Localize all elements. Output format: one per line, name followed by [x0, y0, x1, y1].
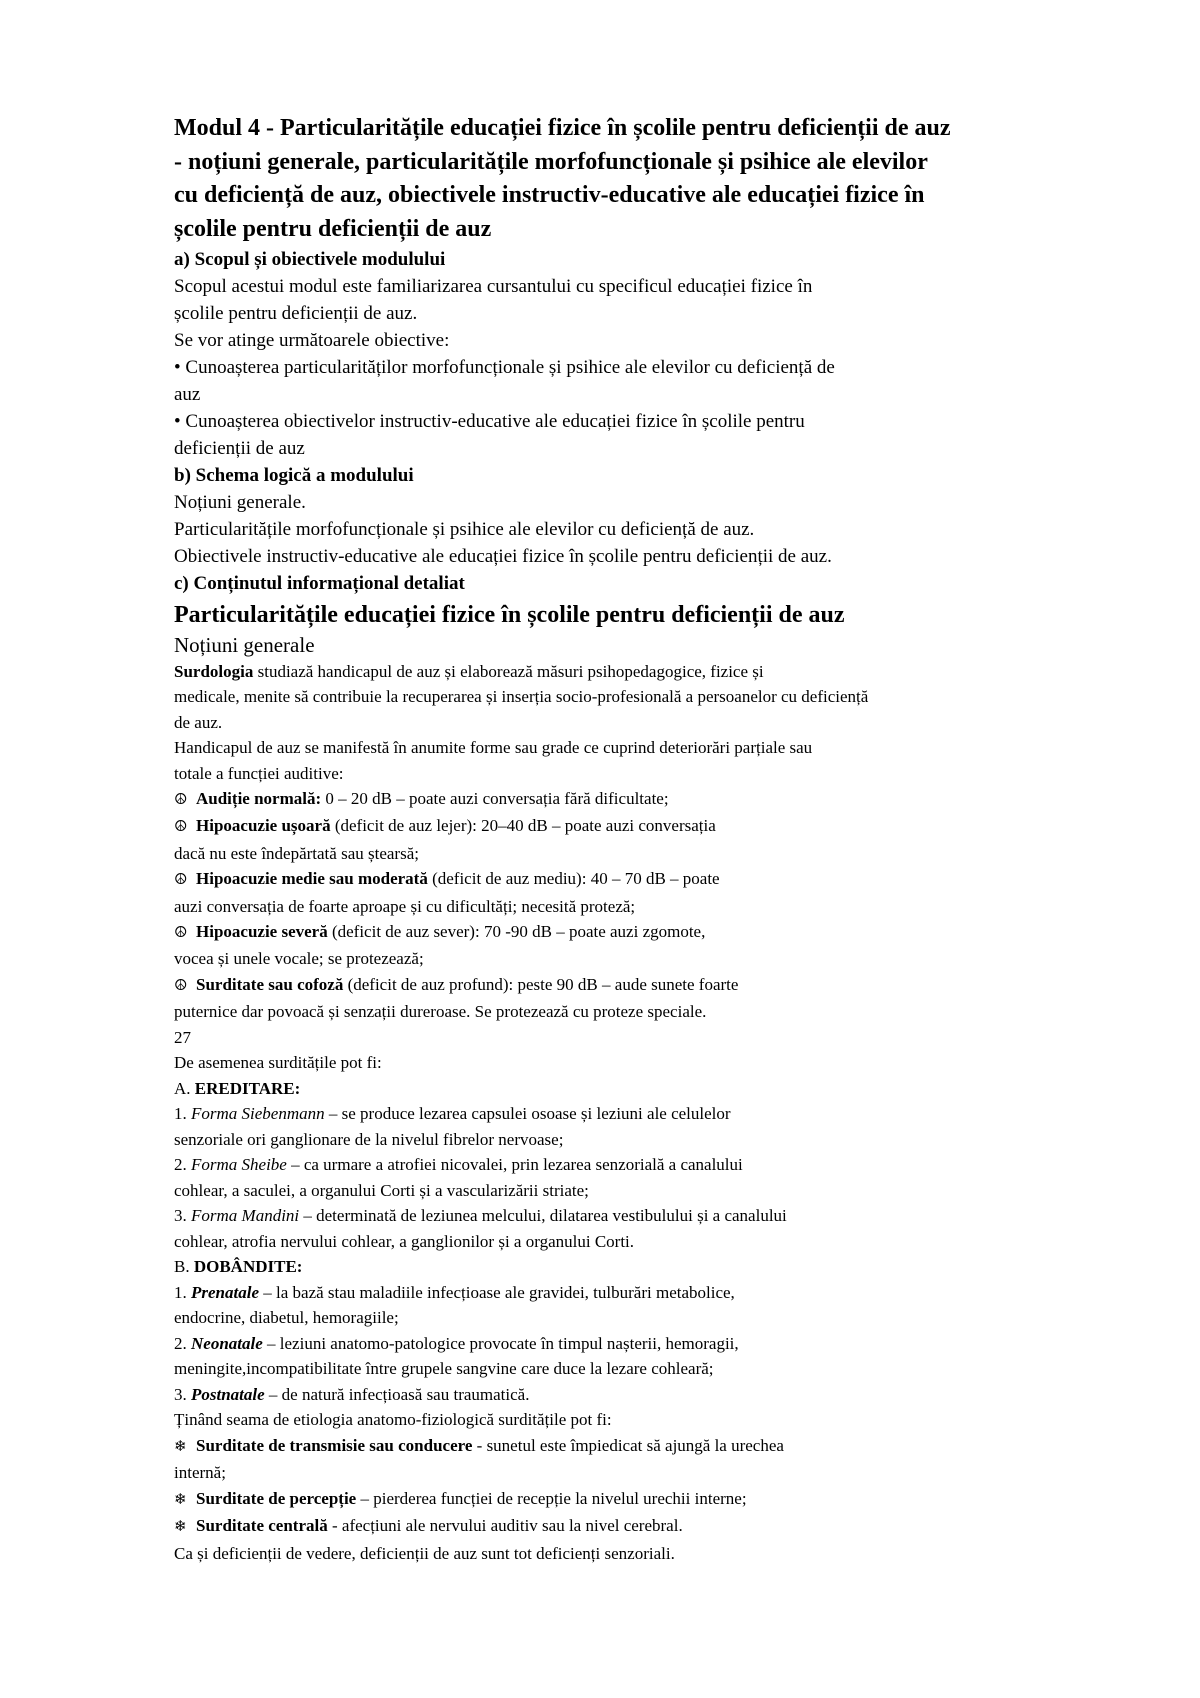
- snowflake-icon: ❄: [174, 1519, 187, 1536]
- item-continuation: cohlear, a saculei, a organului Corti și a vascularizării striate;: [174, 1180, 589, 1200]
- peace-symbol-icon: ☮: [174, 977, 188, 994]
- degree-text: (deficit de auz lejer): 20–40 dB – poate auzi conversația: [330, 816, 716, 836]
- item-term: Prenatale: [191, 1282, 259, 1302]
- etiologie-text: – pierderea funcției de recepție la nivelul urechii interne;: [356, 1488, 747, 1508]
- etiologie-term: Surditate de percepție: [196, 1488, 357, 1508]
- section-a-line: auz: [174, 384, 201, 405]
- section-a-line: Scopul acestui modul este familiarizarea cursantului cu specificul educației fizice în: [174, 276, 813, 297]
- snowflake-icon: ❄: [174, 1491, 187, 1508]
- degree-text: (deficit de auz mediu): 40 – 70 dB – poate: [427, 869, 720, 889]
- etiologie-item: [174, 1433, 1114, 1461]
- ereditare-item: [174, 1101, 1114, 1127]
- etiologie-item: [174, 1513, 1114, 1541]
- etiologie-term: Surditate centrală: [196, 1516, 328, 1536]
- item-number: 1.: [174, 1104, 191, 1124]
- item-term: Neonatale: [191, 1333, 263, 1353]
- etiologie-term: Surditate de transmisie sau conducere: [196, 1435, 473, 1455]
- peace-symbol-icon: ☮: [174, 872, 188, 889]
- section-a-line: • Cunoașterea obiectivelor instructiv-educative ale educației fizice în școlile pentru: [174, 411, 805, 432]
- degree-continuation: puternice dar povoacă și senzații dureroase. Se protezează cu proteze speciale.: [174, 1002, 707, 1022]
- section-b-line: Noțiuni generale.: [174, 492, 306, 513]
- item-continuation: cohlear, atrofia nervului cohlear, a ganglionilor și a organului Corti.: [174, 1231, 635, 1251]
- item-term: Forma Sheibe: [191, 1155, 287, 1175]
- etiologie-intro: Ținând seama de etiologia anatomo-fiziologică surditățile pot fi:: [174, 1410, 612, 1430]
- degree-text: 0 – 20 dB – poate auzi conversația fără dificultate;: [321, 789, 669, 809]
- dobandite-list: [174, 1280, 1114, 1408]
- degree-term: Surditate sau cofoză: [196, 974, 344, 994]
- section-a-line: • Cunoașterea particularităților morfofuncționale și psihice ale elevilor cu deficiență de: [174, 357, 835, 378]
- item-number: 3.: [174, 1206, 191, 1226]
- content-title: Particularitățile educației fizice în școlile pentru deficienții de auz: [174, 602, 845, 628]
- title-line: cu deficiență de auz, obiectivele instructiv-educative ale educației fizice în: [174, 182, 925, 208]
- etiologie-text: - sunetul este împiedicat să ajungă la urechea: [472, 1435, 784, 1455]
- surdologia-line: medicale, menite să contribuie la recuperarea și inserția socio-profesională a persoanelor cu deficiență: [174, 687, 869, 707]
- degree-term: Hipoacuzie medie sau moderată: [196, 869, 428, 889]
- section-a-line: deficienții de auz: [174, 438, 305, 459]
- etiologie-item: [174, 1486, 1114, 1514]
- peace-symbol-icon: ☮: [174, 925, 188, 942]
- item-term: Forma Siebenmann: [191, 1104, 325, 1124]
- degree-term: Audiție normală:: [196, 789, 322, 809]
- module-title: [174, 112, 1114, 246]
- degree-continuation: vocea și unele vocale; se protezează;: [174, 949, 424, 969]
- snowflake-icon: ❄: [174, 1438, 187, 1455]
- etiologie-continuation: internă;: [174, 1463, 226, 1483]
- item-number: 2.: [174, 1155, 191, 1175]
- degree-term: Hipoacuzie ușoară: [196, 816, 331, 836]
- degree-continuation: dacă nu este îndepărtată sau ștearsă;: [174, 843, 419, 863]
- degree-item: [174, 919, 1114, 946]
- page-number: 27: [174, 1027, 191, 1047]
- dobandite-heading: [174, 1254, 1114, 1280]
- degree-item: [174, 813, 1114, 840]
- item-text: – la bază stau maladiile infecțioase ale gravidei, tulburări metabolice,: [259, 1282, 735, 1302]
- item-term: Forma Mandini: [191, 1206, 300, 1226]
- content-subheading: Noțiuni generale: [174, 633, 315, 657]
- dobandite-item: [174, 1331, 1114, 1357]
- ereditare-item: [174, 1152, 1114, 1178]
- degree-item: [174, 972, 1114, 999]
- item-continuation: endocrine, diabetul, hemoragiile;: [174, 1308, 399, 1328]
- ereditare-list: [174, 1101, 1114, 1254]
- surdologia-text: studiază handicapul de auz și elaborează măsuri psihopedagogice, fizice și: [253, 662, 764, 681]
- degree-text: (deficit de auz sever): 70 -90 dB – poate auzi zgomote,: [327, 922, 706, 942]
- ereditare-item: [174, 1203, 1114, 1229]
- ereditare-prefix: A.: [174, 1078, 195, 1098]
- item-number: 3.: [174, 1384, 191, 1404]
- etiologie-text: - afecțiuni ale nervului auditiv sau la nivel cerebral.: [327, 1516, 683, 1536]
- item-number: 1.: [174, 1282, 191, 1302]
- item-term: Postnatale: [191, 1384, 265, 1404]
- peace-symbol-icon: ☮: [174, 819, 188, 836]
- item-continuation: meningite,incompatibilitate între grupele sangvine care duce la lezare cohleară;: [174, 1359, 714, 1379]
- document-page: [174, 112, 1114, 1566]
- handicap-line: Handicapul de auz se manifestă în anumite forme sau grade ce cuprind deteriorări parțiale sau: [174, 738, 813, 758]
- ereditare-heading: [174, 1076, 1114, 1102]
- degree-list: [174, 786, 1114, 1025]
- handicap-line: totale a funcției auditive:: [174, 763, 344, 783]
- dobandite-item: [174, 1280, 1114, 1306]
- degree-continuation: auzi conversația de foarte aproape și cu dificultăți; necesită proteză;: [174, 896, 636, 916]
- section-a-line: Se vor atinge următoarele obiective:: [174, 330, 450, 351]
- ereditare-title: EREDITARE:: [194, 1078, 301, 1098]
- title-line: școlile pentru deficienții de auz: [174, 215, 492, 242]
- item-text: – de natură infecțioasă sau traumatică.: [264, 1384, 530, 1404]
- surdologia-line: de auz.: [174, 712, 223, 732]
- section-a-line: școlile pentru deficienții de auz.: [174, 303, 418, 324]
- section-b-heading: b) Schema logică a modulului: [174, 465, 414, 486]
- item-continuation: senzoriale ori ganglionare de la nivelul fibrelor nervoase;: [174, 1129, 564, 1149]
- item-text: – se produce lezarea capsulei osoase și leziuni ale celulelor: [324, 1104, 731, 1124]
- surdologia-line: [174, 659, 1114, 684]
- item-text: – ca urmare a atrofiei nicovalei, prin lezarea senzorială a canalului: [286, 1155, 743, 1175]
- title-line: - noțiuni generale, particularitățile morfofuncționale și psihice ale elevilor: [174, 148, 928, 175]
- degree-item: [174, 786, 1114, 813]
- degree-item: [174, 866, 1114, 893]
- degree-term: Hipoacuzie severă: [196, 922, 328, 942]
- peace-symbol-icon: ☮: [174, 792, 188, 809]
- dobandite-prefix: B.: [174, 1257, 194, 1277]
- section-b-line: Obiectivele instructiv-educative ale educației fizice în școlile pentru deficienții de auz.: [174, 546, 832, 567]
- surdologia-term: Surdologia: [174, 662, 254, 681]
- closing-line: Ca și deficienții de vedere, deficienții de auz sunt tot deficienți senzoriali.: [174, 1543, 675, 1563]
- etiologie-list: [174, 1433, 1114, 1541]
- item-text: – determinată de leziunea melcului, dilatarea vestibulului și a canalului: [299, 1206, 787, 1226]
- section-c-heading: c) Conținutul informațional detaliat: [174, 573, 465, 594]
- title-line: Modul 4 - Particularitățile educației fizice în școlile pentru deficienții de auz: [174, 115, 951, 141]
- section-a-heading: a) Scopul și obiectivele modulului: [174, 249, 446, 270]
- surditati-intro: De asemenea surditățile pot fi:: [174, 1053, 382, 1073]
- section-b-line: Particularitățile morfofuncționale și psihice ale elevilor cu deficiență de auz.: [174, 519, 755, 540]
- degree-text: (deficit de auz profund): peste 90 dB – aude sunete foarte: [343, 974, 739, 994]
- dobandite-item: [174, 1382, 1114, 1408]
- item-text: – leziuni anatomo-patologice provocate în timpul nașterii, hemoragii,: [262, 1333, 739, 1353]
- dobandite-title: DOBÂNDITE:: [193, 1257, 303, 1277]
- item-number: 2.: [174, 1333, 191, 1353]
